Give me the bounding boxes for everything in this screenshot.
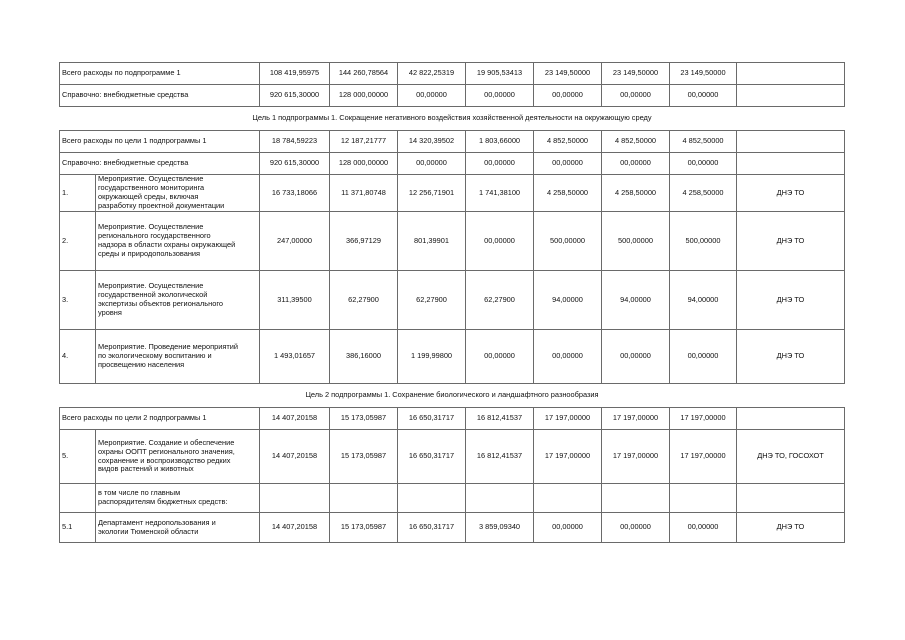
responsible-cell bbox=[737, 408, 845, 430]
table-row bbox=[60, 484, 845, 513]
amount-cell: 18 784,59223 bbox=[260, 131, 330, 153]
amount-cell: 144 260,78564 bbox=[330, 63, 398, 85]
goal-heading: Цель 2 подпрограммы 1. Сохранение биологического и ландшафтного разнообразия bbox=[60, 384, 845, 408]
amount-cell: 00,00000 bbox=[466, 330, 534, 384]
amount-cell: 14 407,20158 bbox=[260, 408, 330, 430]
amount-cell: 00,00000 bbox=[534, 85, 602, 107]
amount-cell: 16 812,41537 bbox=[466, 408, 534, 430]
amount-cell: 00,00000 bbox=[398, 85, 466, 107]
amount-cell: 94,00000 bbox=[534, 271, 602, 330]
amount-cell: 500,00000 bbox=[670, 212, 737, 271]
amount-cell: 386,16000 bbox=[330, 330, 398, 384]
amount-cell: 16 650,31717 bbox=[398, 408, 466, 430]
amount-cell: 14 407,20158 bbox=[260, 430, 330, 484]
amount-cell: 128 000,00000 bbox=[330, 85, 398, 107]
budget-table bbox=[59, 62, 845, 543]
row-number: 1. bbox=[60, 175, 96, 212]
row-number: 3. bbox=[60, 271, 96, 330]
amount-cell bbox=[398, 484, 466, 513]
table-row bbox=[60, 212, 845, 271]
responsible-cell: ДНЭ ТО bbox=[737, 330, 845, 384]
amount-cell: 00,00000 bbox=[534, 153, 602, 175]
amount-cell: 920 615,30000 bbox=[260, 153, 330, 175]
amount-cell: 16 812,41537 bbox=[466, 430, 534, 484]
amount-cell: 17 197,00000 bbox=[602, 408, 670, 430]
amount-cell: 16 650,31717 bbox=[398, 513, 466, 543]
amount-cell: 00,00000 bbox=[602, 513, 670, 543]
amount-cell: 00,00000 bbox=[670, 85, 737, 107]
amount-cell: 16 650,31717 bbox=[398, 430, 466, 484]
amount-cell: 15 173,05987 bbox=[330, 408, 398, 430]
amount-cell: 128 000,00000 bbox=[330, 153, 398, 175]
activity-name: Мероприятие. Осуществление государственной экологической экспертизы объектов регионального уровня bbox=[96, 271, 260, 330]
activity-name: Мероприятие. Создание и обеспечение охраны ООПТ регионального значения, сохранение и воспроизводство редких видов растений и животных bbox=[96, 430, 260, 484]
amount-cell: 1 199,99800 bbox=[398, 330, 466, 384]
amount-cell: 311,39500 bbox=[260, 271, 330, 330]
amount-cell: 12 256,71901 bbox=[398, 175, 466, 212]
table-body bbox=[60, 63, 845, 543]
responsible-cell bbox=[737, 63, 845, 85]
row-number: 4. bbox=[60, 330, 96, 384]
table-row bbox=[60, 85, 845, 107]
amount-cell: 15 173,05987 bbox=[330, 430, 398, 484]
activity-name: Мероприятие. Осуществление государственного мониторинга окружающей среды, включая разработку проектной документации bbox=[96, 175, 260, 212]
amount-cell: 108 419,95975 bbox=[260, 63, 330, 85]
amount-cell: 3 859,09340 bbox=[466, 513, 534, 543]
responsible-cell: ДНЭ ТО bbox=[737, 271, 845, 330]
table-row bbox=[60, 271, 845, 330]
responsible-cell: ДНЭ ТО, ГОСОХОТ bbox=[737, 430, 845, 484]
amount-cell: 920 615,30000 bbox=[260, 85, 330, 107]
responsible-cell bbox=[737, 484, 845, 513]
amount-cell bbox=[670, 484, 737, 513]
amount-cell: 14 320,39502 bbox=[398, 131, 466, 153]
amount-cell: 62,27900 bbox=[330, 271, 398, 330]
amount-cell: 00,00000 bbox=[466, 212, 534, 271]
responsible-cell bbox=[737, 85, 845, 107]
amount-cell: 19 905,53413 bbox=[466, 63, 534, 85]
amount-cell: 4 852,50000 bbox=[670, 131, 737, 153]
table-row bbox=[60, 330, 845, 384]
budget-table-container bbox=[59, 62, 845, 543]
amount-cell: 94,00000 bbox=[602, 271, 670, 330]
amount-cell: 00,00000 bbox=[670, 330, 737, 384]
amount-cell bbox=[330, 484, 398, 513]
amount-cell: 4 258,50000 bbox=[534, 175, 602, 212]
amount-cell: 4 852,50000 bbox=[602, 131, 670, 153]
amount-cell: 1 803,66000 bbox=[466, 131, 534, 153]
responsible-cell: ДНЭ ТО bbox=[737, 212, 845, 271]
amount-cell: 00,00000 bbox=[602, 330, 670, 384]
table-row bbox=[60, 513, 845, 543]
amount-cell: 17 197,00000 bbox=[670, 430, 737, 484]
amount-cell: 500,00000 bbox=[534, 212, 602, 271]
row-number: 5. bbox=[60, 430, 96, 484]
goal-row bbox=[60, 384, 845, 408]
amount-cell bbox=[260, 484, 330, 513]
amount-cell: 94,00000 bbox=[670, 271, 737, 330]
amount-cell: 1 493,01657 bbox=[260, 330, 330, 384]
activity-name: Департамент недропользования и экологии Тюменской области bbox=[96, 513, 260, 543]
amount-cell: 15 173,05987 bbox=[330, 513, 398, 543]
amount-cell: 62,27900 bbox=[466, 271, 534, 330]
amount-cell: 17 197,00000 bbox=[602, 430, 670, 484]
amount-cell: 247,00000 bbox=[260, 212, 330, 271]
amount-cell: 23 149,50000 bbox=[670, 63, 737, 85]
row-number: 5.1 bbox=[60, 513, 96, 543]
amount-cell: 12 187,21777 bbox=[330, 131, 398, 153]
table-row bbox=[60, 175, 845, 212]
table-row bbox=[60, 408, 845, 430]
amount-cell: 4 258,50000 bbox=[602, 175, 670, 212]
row-label: Всего расходы по подпрограмме 1 bbox=[60, 63, 260, 85]
amount-cell: 17 197,00000 bbox=[534, 430, 602, 484]
amount-cell: 42 822,25319 bbox=[398, 63, 466, 85]
row-number bbox=[60, 484, 96, 513]
amount-cell: 500,00000 bbox=[602, 212, 670, 271]
goal-row bbox=[60, 107, 845, 131]
row-label: Всего расходы по цели 2 подпрограммы 1 bbox=[60, 408, 260, 430]
amount-cell: 4 852,50000 bbox=[534, 131, 602, 153]
amount-cell: 17 197,00000 bbox=[534, 408, 602, 430]
amount-cell: 00,00000 bbox=[466, 85, 534, 107]
amount-cell: 00,00000 bbox=[534, 513, 602, 543]
amount-cell: 00,00000 bbox=[534, 330, 602, 384]
table-row bbox=[60, 131, 845, 153]
amount-cell: 62,27900 bbox=[398, 271, 466, 330]
row-label: Всего расходы по цели 1 подпрограммы 1 bbox=[60, 131, 260, 153]
activity-name: Мероприятие. Проведение мероприятий по экологическому воспитанию и просвещению населения bbox=[96, 330, 260, 384]
amount-cell: 00,00000 bbox=[602, 153, 670, 175]
row-number: 2. bbox=[60, 212, 96, 271]
amount-cell: 14 407,20158 bbox=[260, 513, 330, 543]
amount-cell: 00,00000 bbox=[466, 153, 534, 175]
activity-name: в том числе по главным распорядителям бюджетных средств: bbox=[96, 484, 260, 513]
amount-cell: 00,00000 bbox=[398, 153, 466, 175]
amount-cell: 366,97129 bbox=[330, 212, 398, 271]
amount-cell: 16 733,18066 bbox=[260, 175, 330, 212]
amount-cell: 00,00000 bbox=[670, 153, 737, 175]
responsible-cell: ДНЭ ТО bbox=[737, 175, 845, 212]
amount-cell: 00,00000 bbox=[670, 513, 737, 543]
amount-cell: 23 149,50000 bbox=[534, 63, 602, 85]
goal-heading: Цель 1 подпрограммы 1. Сокращение негативного воздействия хозяйственной деятельности на окружающую среду bbox=[60, 107, 845, 131]
amount-cell: 00,00000 bbox=[602, 85, 670, 107]
responsible-cell bbox=[737, 153, 845, 175]
amount-cell bbox=[466, 484, 534, 513]
responsible-cell bbox=[737, 131, 845, 153]
amount-cell: 4 258,50000 bbox=[670, 175, 737, 212]
table-row bbox=[60, 153, 845, 175]
amount-cell: 23 149,50000 bbox=[602, 63, 670, 85]
table-row bbox=[60, 63, 845, 85]
amount-cell: 17 197,00000 bbox=[670, 408, 737, 430]
row-label: Справочно: внебюджетные средства bbox=[60, 85, 260, 107]
table-row bbox=[60, 430, 845, 484]
row-label: Справочно: внебюджетные средства bbox=[60, 153, 260, 175]
amount-cell: 1 741,38100 bbox=[466, 175, 534, 212]
amount-cell bbox=[534, 484, 602, 513]
amount-cell: 801,39901 bbox=[398, 212, 466, 271]
activity-name: Мероприятие. Осуществление регионального государственного надзора в области охраны окружающей среды и природопользования bbox=[96, 212, 260, 271]
amount-cell bbox=[602, 484, 670, 513]
amount-cell: 11 371,80748 bbox=[330, 175, 398, 212]
responsible-cell: ДНЭ ТО bbox=[737, 513, 845, 543]
